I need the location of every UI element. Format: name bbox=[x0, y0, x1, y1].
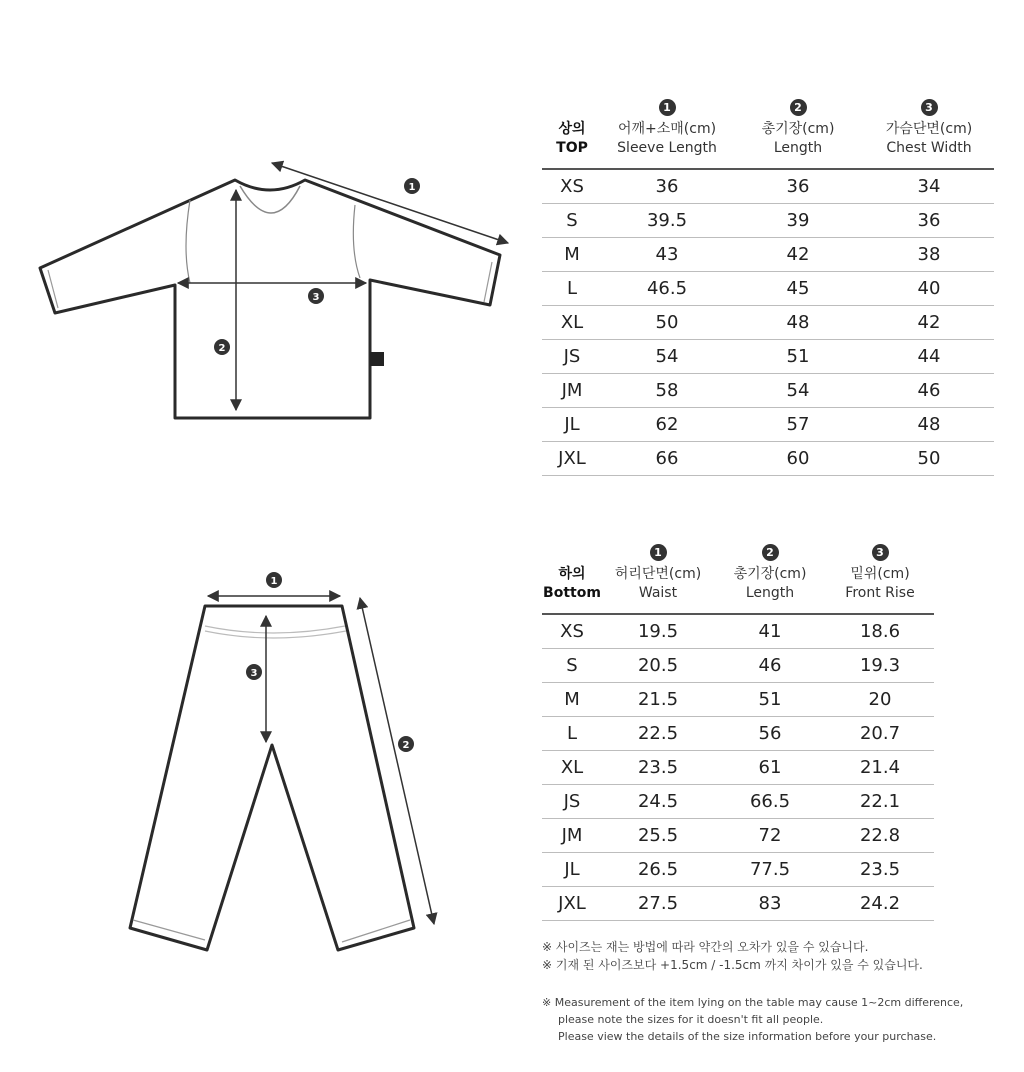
top-label: 상의 TOP bbox=[542, 120, 602, 169]
bottom-col1-header: 허리단면(cm) Waist bbox=[602, 565, 714, 614]
note-en-3: Please view the details of the size information before your purchase. bbox=[558, 1030, 937, 1043]
top-header-spacer bbox=[542, 94, 602, 120]
svg-text:3: 3 bbox=[312, 292, 320, 303]
top-col3-num: 3 bbox=[921, 99, 938, 116]
top-size-table bbox=[542, 94, 994, 476]
top-col2-header: 총기장(cm) Length bbox=[732, 120, 864, 169]
top-col3-header: 가슴단면(cm) Chest Width bbox=[864, 120, 994, 169]
top-garment-diagram bbox=[30, 160, 520, 435]
top-col2-num: 2 bbox=[790, 99, 807, 116]
top-outline bbox=[40, 180, 500, 418]
table-row: JS 24.5 66.5 22.1 bbox=[542, 785, 934, 819]
svg-text:1: 1 bbox=[408, 182, 416, 193]
bottom-label: 하의 Bottom bbox=[542, 565, 602, 614]
table-row: S 39.5 39 36 bbox=[542, 204, 994, 238]
table-row: L 22.5 56 20.7 bbox=[542, 717, 934, 751]
bottom-col2-num: 2 bbox=[762, 544, 779, 561]
table-row: JL 62 57 48 bbox=[542, 408, 994, 442]
bottom-marker-length bbox=[398, 736, 414, 752]
table-row: M 43 42 38 bbox=[542, 238, 994, 272]
svg-text:2: 2 bbox=[218, 343, 226, 354]
bottom-size-table bbox=[542, 539, 934, 921]
table-row: XS 36 36 34 bbox=[542, 169, 994, 204]
table-row: M 21.5 51 20 bbox=[542, 683, 934, 717]
svg-text:3: 3 bbox=[250, 668, 258, 679]
bottom-header-spacer bbox=[542, 539, 602, 565]
top-marker-sleeve bbox=[404, 178, 420, 194]
table-row: JM 25.5 72 22.8 bbox=[542, 819, 934, 853]
bottom-marker-rise bbox=[246, 664, 262, 680]
top-marker-length bbox=[214, 339, 230, 355]
top-col1-num: 1 bbox=[659, 99, 676, 116]
svg-text:1: 1 bbox=[270, 576, 278, 587]
bottom-col1-num: 1 bbox=[650, 544, 667, 561]
bottom-garment-diagram bbox=[120, 560, 460, 960]
top-label-tag bbox=[370, 352, 384, 366]
table-row: JS 54 51 44 bbox=[542, 340, 994, 374]
note-en-1: ※ Measurement of the item lying on the table may cause 1~2cm difference, bbox=[542, 996, 964, 1009]
note-en-2: please note the sizes for it doesn't fit all people. bbox=[558, 1013, 824, 1026]
table-row: JL 26.5 77.5 23.5 bbox=[542, 853, 934, 887]
table-row: L 46.5 45 40 bbox=[542, 272, 994, 306]
table-row: JXL 27.5 83 24.2 bbox=[542, 887, 934, 921]
top-col1-header: 어깨+소매(cm) Sleeve Length bbox=[602, 120, 732, 169]
bottom-col2-header: 총기장(cm) Length bbox=[714, 565, 826, 614]
table-row: XL 50 48 42 bbox=[542, 306, 994, 340]
bottom-marker-waist bbox=[266, 572, 282, 588]
bottom-outline bbox=[130, 606, 414, 950]
table-row: S 20.5 46 19.3 bbox=[542, 649, 934, 683]
svg-text:2: 2 bbox=[402, 740, 410, 751]
bottom-col3-header: 밑위(cm) Front Rise bbox=[826, 565, 934, 614]
korean-notes bbox=[542, 938, 923, 974]
note-kor-1: ※ 사이즈는 재는 방법에 따라 약간의 오차가 있을 수 있습니다. bbox=[542, 940, 869, 954]
bottom-col3-num: 3 bbox=[872, 544, 889, 561]
table-row: JXL 66 60 50 bbox=[542, 442, 994, 476]
table-row: XS 19.5 41 18.6 bbox=[542, 614, 934, 649]
top-marker-chest bbox=[308, 288, 324, 304]
note-kor-2: ※ 기재 된 사이즈보다 +1.5cm / -1.5cm 까지 차이가 있을 수 있습니다. bbox=[542, 958, 923, 972]
english-notes bbox=[542, 994, 1012, 1045]
table-row: JM 58 54 46 bbox=[542, 374, 994, 408]
table-row: XL 23.5 61 21.4 bbox=[542, 751, 934, 785]
